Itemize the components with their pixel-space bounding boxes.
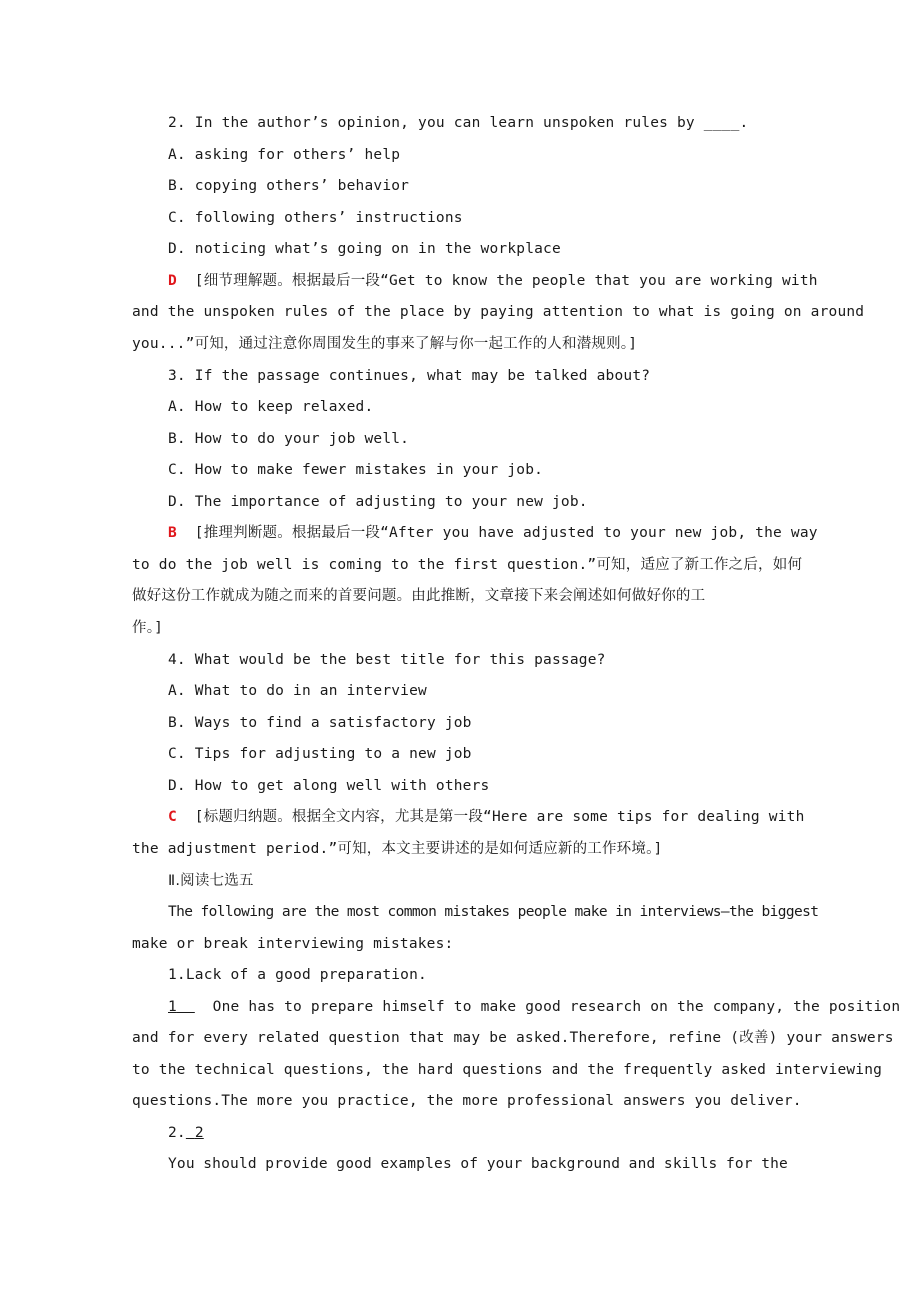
question-3-explanation-line-1 xyxy=(168,523,818,543)
question-2-explanation-line-3: you...”可知，通过注意你周围发生的事来了解与你一起工作的人和潜规则。] xyxy=(132,336,638,352)
question-3-answer: B xyxy=(168,525,177,541)
item-1-title: 1.Lack of a good preparation. xyxy=(168,967,427,983)
section-2-intro-line-1: The following are the most common mistakes people make in interviews—the biggest xyxy=(168,904,819,920)
question-4-stem: 4. What would be the best title for this passage? xyxy=(168,652,606,668)
item-1-paragraph-line-2: and for every related question that may be asked.Therefore, refine (改善) your answers xyxy=(132,1030,894,1046)
question-4-option-d: D. How to get along well with others xyxy=(168,778,490,794)
question-3-explanation-line-2: to do the job well is coming to the first question.”可知，适应了新工作之后，如何 xyxy=(132,557,803,573)
section-2-intro-line-2: make or break interviewing mistakes: xyxy=(132,936,454,952)
question-2-option-b: B. copying others’ behavior xyxy=(168,178,410,194)
question-2-stem: 2. In the author’s opinion, you can learn unspoken rules by ____. xyxy=(168,115,749,131)
section-2-heading: Ⅱ.阅读七选五 xyxy=(168,873,254,889)
question-2-option-c: C. following others’ instructions xyxy=(168,210,463,226)
question-4-answer: C xyxy=(168,809,177,825)
blank-1[interactable]: 1 xyxy=(168,999,177,1015)
question-3-explanation-line-4: 作。] xyxy=(132,620,164,636)
question-3-explanation-line-3: 做好这份工作就成为随之而来的首要问题。由此推断，文章接下来会阐述如何做好你的工 xyxy=(132,588,706,604)
item-1-paragraph-line-4: questions.The more you practice, the more professional answers you deliver. xyxy=(132,1093,802,1109)
question-2-explanation-line-1 xyxy=(168,271,818,291)
question-3-option-d: D. The importance of adjusting to your new job. xyxy=(168,494,588,510)
question-2-option-d: D. noticing what’s going on in the workplace xyxy=(168,241,561,257)
question-2-explanation-text: [细节理解题。根据最后一段“Get to know the people that you are working with xyxy=(176,273,818,289)
question-3-option-c: C. How to make fewer mistakes in your job. xyxy=(168,462,544,478)
question-4-explanation-line-2: the adjustment period.”可知，本文主要讲述的是如何适应新的工作环境。] xyxy=(132,841,663,857)
item-2-paragraph-line-1: You should provide good examples of your background and skills for the xyxy=(168,1156,788,1172)
question-2-answer: D xyxy=(168,273,177,289)
question-3-stem: 3. If the passage continues, what may be talked about? xyxy=(168,368,651,384)
question-2-explanation-line-2: and the unspoken rules of the place by paying attention to what is going on around xyxy=(132,304,865,320)
question-4-option-c: C. Tips for adjusting to a new job xyxy=(168,746,472,762)
question-2-option-a: A. asking for others’ help xyxy=(168,147,401,163)
item-2-title: 2. 2 xyxy=(168,1125,204,1141)
item-1-paragraph-line-3: to the technical questions, the hard questions and the frequently asked interviewing xyxy=(132,1062,883,1078)
question-4-explanation-text: [标题归纳题。根据全文内容，尤其是第一段“Here are some tips for dealing with xyxy=(176,809,805,825)
question-4-option-a: A. What to do in an interview xyxy=(168,683,427,699)
question-4-option-b: B. Ways to find a satisfactory job xyxy=(168,715,472,731)
question-3-option-a: A. How to keep relaxed. xyxy=(168,399,374,415)
blank-2[interactable]: 2 xyxy=(194,1125,204,1141)
question-3-explanation-text: [推理判断题。根据最后一段“After you have adjusted to your new job, the way xyxy=(176,525,818,541)
question-3-option-b: B. How to do your job well. xyxy=(168,431,410,447)
item-1-paragraph-line-1: 1 One has to prepare himself to make good research on the company, the position xyxy=(168,999,901,1015)
question-4-explanation-line-1 xyxy=(168,807,805,827)
